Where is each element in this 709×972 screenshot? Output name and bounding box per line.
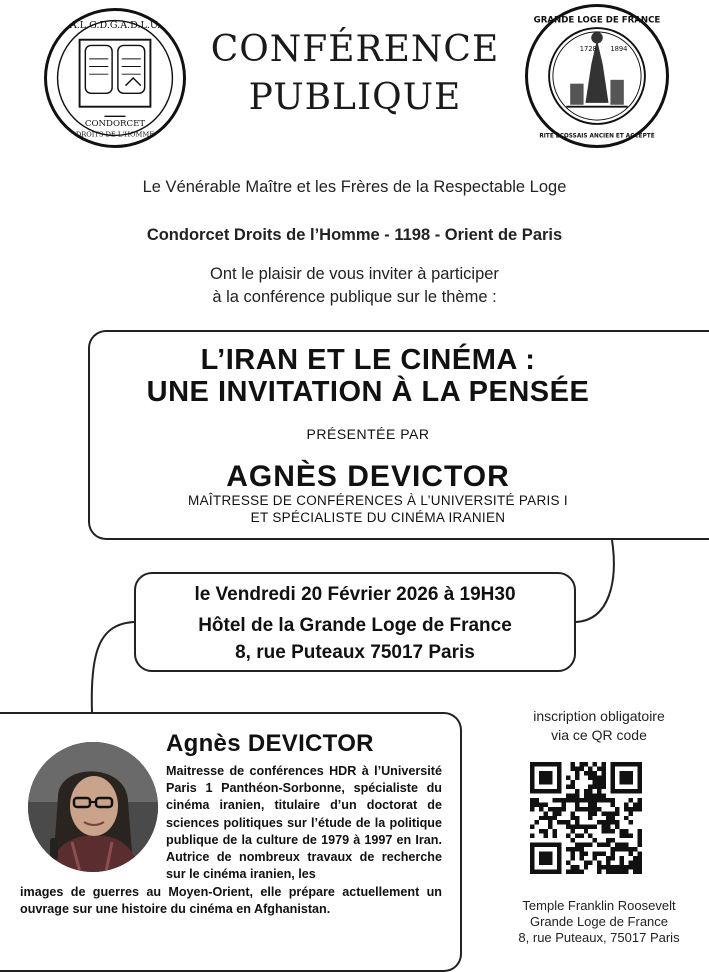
qr-module	[620, 870, 624, 874]
qr-module	[602, 820, 606, 824]
qr-module	[575, 766, 579, 770]
qr-module	[575, 775, 579, 779]
qr-module	[597, 775, 601, 779]
registration-line-2: via ce QR code	[551, 727, 647, 743]
qr-module	[593, 856, 597, 860]
qr-module	[602, 780, 606, 784]
qr-module	[629, 807, 633, 811]
qr-module	[588, 793, 592, 797]
qr-module	[602, 775, 606, 779]
qr-module	[570, 811, 574, 815]
qr-module	[629, 861, 633, 865]
qr-module	[611, 816, 615, 820]
qr-module	[615, 865, 619, 869]
qr-module	[575, 793, 579, 797]
qr-module	[633, 870, 637, 874]
qr-module	[579, 834, 583, 838]
qr-module	[638, 807, 642, 811]
qr-module	[624, 847, 628, 851]
qr-module	[597, 807, 601, 811]
qr-module	[606, 829, 610, 833]
qr-module	[552, 807, 556, 811]
qr-module	[548, 816, 552, 820]
qr-module	[584, 865, 588, 869]
qr-module	[552, 816, 556, 820]
lodge-seal-graphic	[47, 11, 183, 145]
qr-module	[579, 847, 583, 851]
svg-text:1894: 1894	[610, 45, 628, 54]
qr-module	[602, 798, 606, 802]
avatar	[28, 742, 158, 872]
qr-module	[557, 798, 561, 802]
location-line-1: Temple Franklin Roosevelt	[522, 898, 676, 913]
qr-finder	[539, 771, 552, 784]
qr-module	[584, 762, 588, 766]
qr-module	[593, 807, 597, 811]
svg-text:RITE ÉCOSSAIS ANCIEN ET ACCEPT: RITE ÉCOSSAIS ANCIEN ET ACCEPTÉ	[539, 133, 655, 140]
qr-module	[620, 847, 624, 851]
qr-module	[597, 784, 601, 788]
qr-module	[575, 771, 579, 775]
qr-module	[611, 852, 615, 856]
qr-module	[597, 820, 601, 824]
qr-module	[593, 771, 597, 775]
event-address: 8, rue Puteaux 75017 Paris	[235, 642, 475, 663]
qr-module	[611, 870, 615, 874]
qr-module	[597, 861, 601, 865]
qr-module	[575, 865, 579, 869]
qr-module	[593, 852, 597, 856]
qr-module	[593, 780, 597, 784]
qr-module	[584, 843, 588, 847]
qr-module	[579, 762, 583, 766]
qr-module	[602, 865, 606, 869]
qr-module	[620, 829, 624, 833]
page-title-line-2: PUBLIQUE	[248, 77, 462, 118]
qr-module	[566, 825, 570, 829]
qr-module	[615, 847, 619, 851]
qr-module	[588, 811, 592, 815]
qr-module	[570, 847, 574, 851]
qr-module	[615, 870, 619, 874]
qr-module	[570, 780, 574, 784]
qr-module	[597, 780, 601, 784]
qr-module	[570, 856, 574, 860]
qr-module	[579, 807, 583, 811]
qr-module	[624, 807, 628, 811]
qr-module	[629, 798, 633, 802]
qr-module	[530, 825, 534, 829]
qr-module	[552, 811, 556, 815]
qr-module	[638, 798, 642, 802]
qr-module	[638, 838, 642, 842]
grand-lodge-seal-graphic	[528, 7, 666, 145]
qr-module	[566, 793, 570, 797]
qr-module	[638, 865, 642, 869]
qr-module	[620, 834, 624, 838]
qr-module	[620, 865, 624, 869]
qr-module	[588, 789, 592, 793]
qr-module	[633, 807, 637, 811]
qr-module	[570, 825, 574, 829]
qr-module	[530, 807, 534, 811]
qr-module	[606, 825, 610, 829]
qr-module	[543, 829, 547, 833]
qr-module	[588, 771, 592, 775]
qr-module	[561, 802, 565, 806]
qr-module	[611, 847, 615, 851]
qr-module	[597, 870, 601, 874]
qr-module	[584, 852, 588, 856]
bio-name: Agnès DEVICTOR	[166, 730, 374, 757]
qr-module	[611, 838, 615, 842]
qr-module	[620, 861, 624, 865]
svg-text:GRANDE LOGE DE FRANCE: GRANDE LOGE DE FRANCE	[533, 15, 661, 26]
qr-module	[543, 811, 547, 815]
qr-module	[588, 775, 592, 779]
qr-module	[575, 834, 579, 838]
qr-module	[575, 825, 579, 829]
qr-module	[602, 829, 606, 833]
qr-module	[579, 843, 583, 847]
qr-module	[602, 771, 606, 775]
qr-module	[566, 798, 570, 802]
qr-module	[606, 820, 610, 824]
qr-module	[638, 834, 642, 838]
location-line-3: 8, rue Puteaux, 75017 Paris	[518, 930, 680, 945]
host-line: Le Vénérable Maître et les Frères de la Respectable Loge	[142, 178, 567, 196]
qr-module	[543, 802, 547, 806]
qr-module	[593, 784, 597, 788]
bio-text-part-1: Maitresse de conférences HDR à l’Université Paris 1 Panthéon-Sorbonne, spécialiste du cinéma iranien, titulaire d’un doctorat de sciences politiques sur l’étude de la politique publique de la culture de 1979 à 1997 en Iran. Autrice de nombreux travaux de recherche sur le cinéma iranien, les	[166, 764, 442, 882]
qr-module	[548, 825, 552, 829]
qr-module	[575, 847, 579, 851]
qr-module	[633, 861, 637, 865]
qr-module	[579, 798, 583, 802]
qr-module	[624, 843, 628, 847]
qr-module	[593, 762, 597, 766]
registration-line-1: inscription obligatoire	[533, 708, 665, 724]
qr-module	[611, 802, 615, 806]
qr-module	[588, 802, 592, 806]
qr-module	[584, 789, 588, 793]
qr-module	[633, 865, 637, 869]
qr-module	[597, 852, 601, 856]
qr-module	[588, 784, 592, 788]
qr-module	[561, 820, 565, 824]
event-date: le Vendredi 20 Février 2026 à 19H30	[194, 584, 516, 605]
qr-module	[606, 838, 610, 842]
lodge-seal-icon	[44, 8, 186, 148]
invite-line-1: Ont le plaisir de vous inviter à participer	[210, 265, 499, 283]
qr-module	[624, 802, 628, 806]
qr-module	[588, 807, 592, 811]
qr-module	[638, 852, 642, 856]
qr-module	[566, 820, 570, 824]
qr-module	[566, 834, 570, 838]
qr-module	[606, 811, 610, 815]
presented-by-label: PRÉSENTÉE PAR	[306, 426, 430, 442]
qr-module	[638, 856, 642, 860]
qr-module	[624, 834, 628, 838]
qr-module	[566, 861, 570, 865]
qr-module	[602, 852, 606, 856]
svg-text:1728: 1728	[579, 45, 597, 54]
qr-module	[624, 865, 628, 869]
qr-module	[570, 865, 574, 869]
qr-module	[624, 870, 628, 874]
qr-module	[633, 847, 637, 851]
qr-module	[611, 865, 615, 869]
qr-module	[543, 834, 547, 838]
qr-finder	[539, 852, 552, 865]
qr-module	[638, 829, 642, 833]
qr-module	[539, 829, 543, 833]
qr-module	[611, 829, 615, 833]
qr-module	[584, 807, 588, 811]
qr-module	[552, 829, 556, 833]
qr-module	[530, 802, 534, 806]
qr-module	[602, 825, 606, 829]
speaker-name: AGNÈS DEVICTOR	[226, 460, 510, 493]
qr-module	[588, 766, 592, 770]
qr-module	[615, 820, 619, 824]
qr-module	[593, 798, 597, 802]
qr-module	[597, 766, 601, 770]
qr-module	[606, 865, 610, 869]
qr-module	[552, 834, 556, 838]
qr-module	[570, 852, 574, 856]
qr-module	[593, 793, 597, 797]
qr-module	[615, 811, 619, 815]
qr-module	[620, 856, 624, 860]
qr-module	[588, 843, 592, 847]
qr-module	[552, 798, 556, 802]
qr-module	[611, 856, 615, 860]
invite-line-2: à la conférence publique sur le thème :	[212, 288, 497, 306]
qr-module	[593, 811, 597, 815]
qr-module	[597, 843, 601, 847]
qr-module	[597, 789, 601, 793]
qr-module	[566, 847, 570, 851]
qr-module	[624, 829, 628, 833]
qr-module	[539, 807, 543, 811]
qr-module	[575, 798, 579, 802]
qr-module	[534, 820, 538, 824]
qr-module	[606, 870, 610, 874]
qr-module	[593, 802, 597, 806]
qr-module	[566, 775, 570, 779]
qr-module	[633, 802, 637, 806]
qr-module	[629, 834, 633, 838]
qr-module	[588, 825, 592, 829]
qr-module	[629, 852, 633, 856]
event-venue: Hôtel de la Grande Loge de France	[198, 615, 512, 636]
qr-module	[629, 811, 633, 815]
qr-module	[570, 766, 574, 770]
qr-module	[579, 870, 583, 874]
topic-title-line-2: UNE INVITATION À LA PENSÉE	[146, 376, 590, 408]
qr-module	[570, 870, 574, 874]
qr-module	[606, 798, 610, 802]
qr-module	[575, 820, 579, 824]
qr-module	[611, 798, 615, 802]
qr-module	[575, 870, 579, 874]
topic-title-line-1: L’IRAN ET LE CINÉMA :	[200, 344, 536, 376]
svg-text:A.L.G.D.G.A.D.L.U.: A.L.G.D.G.A.D.L.U.	[69, 20, 161, 32]
qr-module	[588, 834, 592, 838]
qr-module	[584, 825, 588, 829]
qr-module	[606, 861, 610, 865]
qr-module	[629, 847, 633, 851]
qr-module	[633, 856, 637, 860]
qr-module	[570, 829, 574, 833]
qr-module	[584, 771, 588, 775]
qr-module	[615, 843, 619, 847]
qr-module	[602, 793, 606, 797]
location-line-2: Grande Loge de France	[529, 914, 669, 929]
speaker-role-line-2: ET SPÉCIALISTE DU CINÉMA IRANIEN	[250, 510, 506, 525]
qr-module	[584, 798, 588, 802]
qr-module	[624, 816, 628, 820]
qr-module	[593, 825, 597, 829]
qr-module	[575, 807, 579, 811]
qr-module	[602, 762, 606, 766]
qr-module	[530, 798, 534, 802]
qr-module	[593, 838, 597, 842]
qr-module	[561, 807, 565, 811]
qr-module	[570, 793, 574, 797]
qr-module	[588, 816, 592, 820]
qr-module	[597, 793, 601, 797]
speaker-role-line-1: MAÎTRESSE DE CONFÉRENCES À L’UNIVERSITÉ PARIS I	[188, 493, 568, 508]
qr-module	[534, 802, 538, 806]
svg-text:DROITS DE L'HOMME: DROITS DE L'HOMME	[75, 130, 155, 139]
qr-module	[638, 861, 642, 865]
qr-module	[557, 811, 561, 815]
qr-module	[597, 798, 601, 802]
page-title-line-1: CONFÉRENCE	[210, 29, 500, 70]
qr-module	[593, 775, 597, 779]
qr-module	[606, 816, 610, 820]
qr-module	[570, 784, 574, 788]
qr-module	[548, 820, 552, 824]
qr-module	[534, 798, 538, 802]
qr-finder	[620, 771, 633, 784]
qr-module	[602, 811, 606, 815]
qr-module	[588, 798, 592, 802]
qr-module	[575, 789, 579, 793]
qr-code-icon[interactable]	[530, 762, 642, 874]
qr-module	[543, 816, 547, 820]
qr-module	[602, 843, 606, 847]
bio-text-part-2: images de guerres au Moyen-Orient, elle prépare actuellement un ouvrage sur une histoire du cinéma en Afghanistan.	[20, 885, 442, 917]
qr-module	[606, 856, 610, 860]
qr-module	[570, 762, 574, 766]
qr-module	[597, 865, 601, 869]
qr-module	[638, 802, 642, 806]
qr-module	[638, 843, 642, 847]
qr-module	[539, 802, 543, 806]
qr-module	[579, 852, 583, 856]
qr-module	[629, 820, 633, 824]
qr-module	[579, 856, 583, 860]
qr-module	[557, 807, 561, 811]
qr-module	[588, 861, 592, 865]
speaker-portrait	[28, 742, 158, 872]
grand-lodge-seal-icon	[525, 4, 669, 148]
qr-module	[615, 825, 619, 829]
qr-module	[579, 825, 583, 829]
qr-module	[611, 811, 615, 815]
qr-module	[584, 861, 588, 865]
qr-module	[579, 766, 583, 770]
lodge-name: Condorcet Droits de l’Homme - 1198 - Orient de Paris	[146, 226, 563, 244]
qr-module	[638, 870, 642, 874]
qr-module	[570, 838, 574, 842]
qr-module	[561, 798, 565, 802]
qr-module	[570, 816, 574, 820]
qr-module	[620, 843, 624, 847]
qr-module	[606, 843, 610, 847]
qr-module	[602, 784, 606, 788]
qr-module	[557, 820, 561, 824]
qr-module	[530, 834, 534, 838]
qr-module	[566, 870, 570, 874]
qr-code-graphic	[530, 762, 642, 874]
qr-module	[611, 820, 615, 824]
qr-module	[602, 766, 606, 770]
qr-module	[629, 865, 633, 869]
svg-text:CONDORCET: CONDORCET	[84, 118, 146, 129]
qr-module	[584, 793, 588, 797]
qr-module	[575, 843, 579, 847]
qr-module	[575, 816, 579, 820]
qr-module	[566, 784, 570, 788]
qr-module	[575, 802, 579, 806]
qr-module	[548, 807, 552, 811]
qr-module	[615, 807, 619, 811]
qr-module	[584, 829, 588, 833]
qr-module	[570, 798, 574, 802]
qr-module	[539, 816, 543, 820]
